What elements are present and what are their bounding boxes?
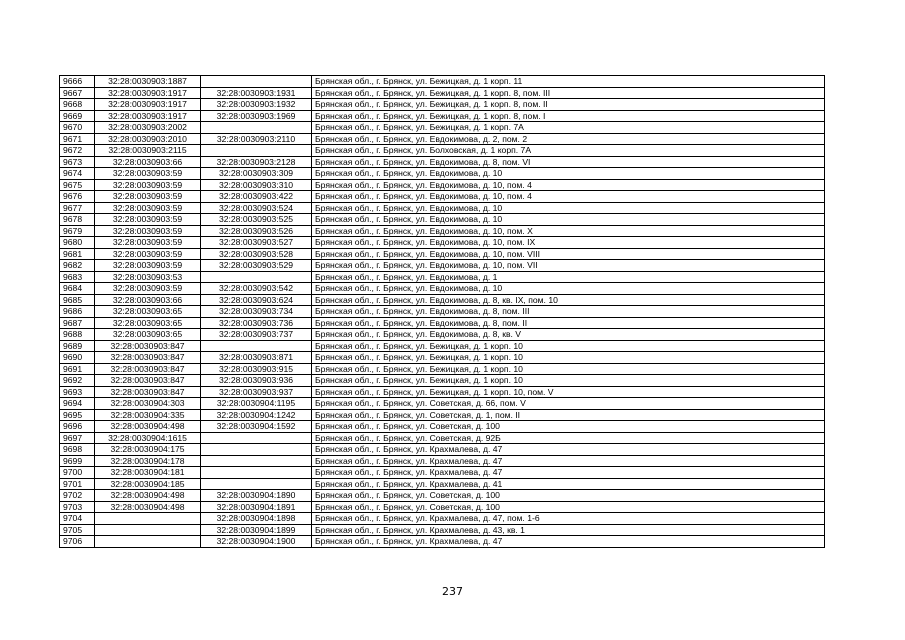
- address-cell: Брянская обл., г. Брянск, ул. Крахмалева, д. 47: [312, 444, 825, 456]
- parent-cadastral-number-cell: 32:28:0030904:335: [95, 409, 201, 421]
- address-cell: Брянская обл., г. Брянск, ул. Евдокимова, д. 10, пом. VII: [312, 260, 825, 272]
- parent-cadastral-number-cell: 32:28:0030903:66: [95, 294, 201, 306]
- table-row: [60, 168, 825, 180]
- address-cell: Брянская обл., г. Брянск, ул. Евдокимова, д. 10: [312, 202, 825, 214]
- address-cell: Брянская обл., г. Брянск, ул. Бежицкая, д. 1 корп. 10, пом. V: [312, 386, 825, 398]
- row-number-cell: 9706: [60, 536, 95, 548]
- row-number-cell: 9699: [60, 455, 95, 467]
- cadastral-number-cell: 32:28:0030904:1891: [201, 501, 312, 513]
- row-number-cell: 9682: [60, 260, 95, 272]
- address-cell: Брянская обл., г. Брянск, ул. Бежицкая, д. 1 корп. 8, пом. III: [312, 87, 825, 99]
- table-row: [60, 340, 825, 352]
- table-row: [60, 294, 825, 306]
- row-number-cell: 9677: [60, 202, 95, 214]
- address-cell: Брянская обл., г. Брянск, ул. Евдокимова, д. 8, пом. III: [312, 306, 825, 318]
- parent-cadastral-number-cell: 32:28:0030903:59: [95, 225, 201, 237]
- cadastral-number-cell: 32:28:0030903:527: [201, 237, 312, 249]
- table-row: [60, 432, 825, 444]
- row-number-cell: 9696: [60, 421, 95, 433]
- table-row: [60, 133, 825, 145]
- table-row: [60, 444, 825, 456]
- row-number-cell: 9683: [60, 271, 95, 283]
- table-row: [60, 536, 825, 548]
- parent-cadastral-number-cell: 32:28:0030903:65: [95, 317, 201, 329]
- address-cell: Брянская обл., г. Брянск, ул. Евдокимова, д. 8, пом. II: [312, 317, 825, 329]
- cadastral-number-cell: 32:28:0030904:1592: [201, 421, 312, 433]
- address-cell: Брянская обл., г. Брянск, ул. Евдокимова, д. 10: [312, 214, 825, 226]
- address-cell: Брянская обл., г. Брянск, ул. Евдокимова, д. 8, пом. VI: [312, 156, 825, 168]
- parent-cadastral-number-cell: 32:28:0030903:53: [95, 271, 201, 283]
- address-cell: Брянская обл., г. Брянск, ул. Крахмалева, д. 41: [312, 478, 825, 490]
- cadastral-number-cell: 32:28:0030903:528: [201, 248, 312, 260]
- cadastral-number-cell: 32:28:0030904:1890: [201, 490, 312, 502]
- row-number-cell: 9666: [60, 76, 95, 88]
- table-row: [60, 202, 825, 214]
- cadastral-number-cell: 32:28:0030903:624: [201, 294, 312, 306]
- cadastral-number-cell: 32:28:0030903:936: [201, 375, 312, 387]
- cadastral-number-cell: 32:28:0030904:1899: [201, 524, 312, 536]
- parent-cadastral-number-cell: 32:28:0030904:303: [95, 398, 201, 410]
- row-number-cell: 9685: [60, 294, 95, 306]
- address-cell: Брянская обл., г. Брянск, ул. Бежицкая, д. 1 корп. 10: [312, 352, 825, 364]
- cadastral-number-cell: 32:28:0030903:937: [201, 386, 312, 398]
- parent-cadastral-number-cell: 32:28:0030903:59: [95, 168, 201, 180]
- table-row: [60, 156, 825, 168]
- table-row: [60, 501, 825, 513]
- parent-cadastral-number-cell: 32:28:0030903:2010: [95, 133, 201, 145]
- row-number-cell: 9684: [60, 283, 95, 295]
- row-number-cell: 9667: [60, 87, 95, 99]
- parent-cadastral-number-cell: 32:28:0030903:1887: [95, 76, 201, 88]
- address-cell: Брянская обл., г. Брянск, ул. Евдокимова, д. 10, пом. 4: [312, 191, 825, 203]
- cadastral-number-cell: 32:28:0030903:1969: [201, 110, 312, 122]
- row-number-cell: 9692: [60, 375, 95, 387]
- address-cell: Брянская обл., г. Брянск, ул. Евдокимова, д. 8, кв. V: [312, 329, 825, 341]
- row-number-cell: 9690: [60, 352, 95, 364]
- row-number-cell: 9668: [60, 99, 95, 111]
- address-cell: Брянская обл., г. Брянск, ул. Евдокимова, д. 10, пом. VIII: [312, 248, 825, 260]
- row-number-cell: 9705: [60, 524, 95, 536]
- row-number-cell: 9673: [60, 156, 95, 168]
- address-cell: Брянская обл., г. Брянск, ул. Евдокимова, д. 1: [312, 271, 825, 283]
- cadastral-table: [59, 75, 825, 548]
- parent-cadastral-number-cell: 32:28:0030903:59: [95, 283, 201, 295]
- table-row: [60, 386, 825, 398]
- parent-cadastral-number-cell: 32:28:0030904:1615: [95, 432, 201, 444]
- address-cell: Брянская обл., г. Брянск, ул. Крахмалева, д. 47: [312, 536, 825, 548]
- row-number-cell: 9698: [60, 444, 95, 456]
- parent-cadastral-number-cell: 32:28:0030903:2115: [95, 145, 201, 157]
- page-number: 237: [442, 585, 463, 598]
- parent-cadastral-number-cell: 32:28:0030904:175: [95, 444, 201, 456]
- parent-cadastral-number-cell: 32:28:0030903:1917: [95, 110, 201, 122]
- cadastral-number-cell: 32:28:0030903:310: [201, 179, 312, 191]
- parent-cadastral-number-cell: [95, 524, 201, 536]
- table-row: [60, 191, 825, 203]
- table-row: [60, 375, 825, 387]
- table-row: [60, 145, 825, 157]
- cadastral-number-cell: [201, 467, 312, 479]
- parent-cadastral-number-cell: 32:28:0030903:2002: [95, 122, 201, 134]
- table-row: [60, 283, 825, 295]
- row-number-cell: 9700: [60, 467, 95, 479]
- address-cell: Брянская обл., г. Брянск, ул. Евдокимова, д. 8, кв. IX, пом. 10: [312, 294, 825, 306]
- cadastral-number-cell: [201, 271, 312, 283]
- parent-cadastral-number-cell: 32:28:0030903:847: [95, 386, 201, 398]
- table-row: [60, 421, 825, 433]
- address-cell: Брянская обл., г. Брянск, ул. Бежицкая, д. 1 корп. 10: [312, 375, 825, 387]
- cadastral-number-cell: 32:28:0030903:734: [201, 306, 312, 318]
- cadastral-number-cell: [201, 145, 312, 157]
- address-cell: Брянская обл., г. Брянск, ул. Бежицкая, д. 1 корп. 10: [312, 340, 825, 352]
- row-number-cell: 9669: [60, 110, 95, 122]
- row-number-cell: 9681: [60, 248, 95, 260]
- parent-cadastral-number-cell: 32:28:0030903:59: [95, 260, 201, 272]
- address-cell: Брянская обл., г. Брянск, ул. Советская, д. 100: [312, 501, 825, 513]
- row-number-cell: 9687: [60, 317, 95, 329]
- address-cell: Брянская обл., г. Брянск, ул. Бежицкая, д. 1 корп. 8, пом. II: [312, 99, 825, 111]
- parent-cadastral-number-cell: 32:28:0030904:185: [95, 478, 201, 490]
- address-cell: Брянская обл., г. Брянск, ул. Болховская, д. 1 корп. 7А: [312, 145, 825, 157]
- table-row: [60, 363, 825, 375]
- table-row: [60, 513, 825, 525]
- row-number-cell: 9674: [60, 168, 95, 180]
- parent-cadastral-number-cell: 32:28:0030903:66: [95, 156, 201, 168]
- row-number-cell: 9672: [60, 145, 95, 157]
- row-number-cell: 9689: [60, 340, 95, 352]
- table-body: [60, 76, 825, 548]
- table-row: [60, 76, 825, 88]
- parent-cadastral-number-cell: 32:28:0030903:847: [95, 352, 201, 364]
- table-row: [60, 352, 825, 364]
- cadastral-number-cell: 32:28:0030903:2128: [201, 156, 312, 168]
- address-cell: Брянская обл., г. Брянск, ул. Советская, д. 92Б: [312, 432, 825, 444]
- table-row: [60, 225, 825, 237]
- table-row: [60, 329, 825, 341]
- table-row: [60, 248, 825, 260]
- address-cell: Брянская обл., г. Брянск, ул. Советская, д. 66, пом. V: [312, 398, 825, 410]
- cadastral-number-cell: 32:28:0030903:309: [201, 168, 312, 180]
- table-row: [60, 271, 825, 283]
- row-number-cell: 9695: [60, 409, 95, 421]
- parent-cadastral-number-cell: 32:28:0030903:59: [95, 248, 201, 260]
- address-cell: Брянская обл., г. Брянск, ул. Евдокимова, д. 10: [312, 168, 825, 180]
- parent-cadastral-number-cell: [95, 513, 201, 525]
- cadastral-number-cell: [201, 455, 312, 467]
- parent-cadastral-number-cell: 32:28:0030903:1917: [95, 87, 201, 99]
- row-number-cell: 9675: [60, 179, 95, 191]
- parent-cadastral-number-cell: 32:28:0030903:65: [95, 329, 201, 341]
- parent-cadastral-number-cell: 32:28:0030904:181: [95, 467, 201, 479]
- table-row: [60, 306, 825, 318]
- row-number-cell: 9702: [60, 490, 95, 502]
- cadastral-number-cell: 32:28:0030903:422: [201, 191, 312, 203]
- table-row: [60, 214, 825, 226]
- parent-cadastral-number-cell: 32:28:0030903:59: [95, 214, 201, 226]
- row-number-cell: 9691: [60, 363, 95, 375]
- row-number-cell: 9679: [60, 225, 95, 237]
- row-number-cell: 9703: [60, 501, 95, 513]
- row-number-cell: 9694: [60, 398, 95, 410]
- address-cell: Брянская обл., г. Брянск, ул. Евдокимова, д. 2, пом. 2: [312, 133, 825, 145]
- table-row: [60, 99, 825, 111]
- cadastral-number-cell: [201, 122, 312, 134]
- address-cell: Брянская обл., г. Брянск, ул. Советская, д. 1, пом. II: [312, 409, 825, 421]
- row-number-cell: 9693: [60, 386, 95, 398]
- parent-cadastral-number-cell: 32:28:0030903:59: [95, 191, 201, 203]
- row-number-cell: 9680: [60, 237, 95, 249]
- cadastral-number-cell: 32:28:0030903:542: [201, 283, 312, 295]
- address-cell: Брянская обл., г. Брянск, ул. Крахмалева, д. 43, кв. 1: [312, 524, 825, 536]
- row-number-cell: 9697: [60, 432, 95, 444]
- cadastral-number-cell: 32:28:0030903:915: [201, 363, 312, 375]
- cadastral-number-cell: 32:28:0030903:529: [201, 260, 312, 272]
- cadastral-number-cell: 32:28:0030904:1195: [201, 398, 312, 410]
- row-number-cell: 9704: [60, 513, 95, 525]
- parent-cadastral-number-cell: 32:28:0030903:847: [95, 340, 201, 352]
- parent-cadastral-number-cell: 32:28:0030903:65: [95, 306, 201, 318]
- cadastral-number-cell: 32:28:0030904:1898: [201, 513, 312, 525]
- parent-cadastral-number-cell: 32:28:0030904:498: [95, 501, 201, 513]
- cadastral-number-cell: 32:28:0030903:871: [201, 352, 312, 364]
- table-row: [60, 87, 825, 99]
- parent-cadastral-number-cell: 32:28:0030904:498: [95, 490, 201, 502]
- address-cell: Брянская обл., г. Брянск, ул. Крахмалева, д. 47: [312, 455, 825, 467]
- table-row: [60, 237, 825, 249]
- table-row: [60, 478, 825, 490]
- parent-cadastral-number-cell: 32:28:0030904:498: [95, 421, 201, 433]
- row-number-cell: 9671: [60, 133, 95, 145]
- parent-cadastral-number-cell: 32:28:0030903:847: [95, 363, 201, 375]
- cadastral-number-cell: 32:28:0030903:1932: [201, 99, 312, 111]
- address-cell: Брянская обл., г. Брянск, ул. Евдокимова, д. 10, пом. 4: [312, 179, 825, 191]
- address-cell: Брянская обл., г. Брянск, ул. Советская, д. 100: [312, 421, 825, 433]
- address-cell: Брянская обл., г. Брянск, ул. Евдокимова, д. 10: [312, 283, 825, 295]
- parent-cadastral-number-cell: 32:28:0030903:847: [95, 375, 201, 387]
- parent-cadastral-number-cell: 32:28:0030903:59: [95, 237, 201, 249]
- parent-cadastral-number-cell: 32:28:0030903:59: [95, 179, 201, 191]
- table-row: [60, 490, 825, 502]
- cadastral-number-cell: 32:28:0030903:737: [201, 329, 312, 341]
- table-row: [60, 179, 825, 191]
- cadastral-number-cell: 32:28:0030903:2110: [201, 133, 312, 145]
- cadastral-number-cell: 32:28:0030903:736: [201, 317, 312, 329]
- cadastral-number-cell: 32:28:0030903:1931: [201, 87, 312, 99]
- table-row: [60, 409, 825, 421]
- cadastral-number-cell: 32:28:0030903:525: [201, 214, 312, 226]
- row-number-cell: 9678: [60, 214, 95, 226]
- address-cell: Брянская обл., г. Брянск, ул. Советская, д. 100: [312, 490, 825, 502]
- table-row: [60, 260, 825, 272]
- table-row: [60, 455, 825, 467]
- cadastral-number-cell: [201, 444, 312, 456]
- table-row: [60, 122, 825, 134]
- address-cell: Брянская обл., г. Брянск, ул. Бежицкая, д. 1 корп. 8, пом. I: [312, 110, 825, 122]
- parent-cadastral-number-cell: 32:28:0030904:178: [95, 455, 201, 467]
- table-row: [60, 398, 825, 410]
- row-number-cell: 9701: [60, 478, 95, 490]
- cadastral-number-cell: [201, 340, 312, 352]
- parent-cadastral-number-cell: 32:28:0030903:59: [95, 202, 201, 214]
- address-cell: Брянская обл., г. Брянск, ул. Бежицкая, д. 1 корп. 10: [312, 363, 825, 375]
- table-row: [60, 524, 825, 536]
- cadastral-number-cell: 32:28:0030904:1900: [201, 536, 312, 548]
- row-number-cell: 9676: [60, 191, 95, 203]
- address-cell: Брянская обл., г. Брянск, ул. Бежицкая, д. 1 корп. 11: [312, 76, 825, 88]
- address-cell: Брянская обл., г. Брянск, ул. Бежицкая, д. 1 корп. 7А: [312, 122, 825, 134]
- parent-cadastral-number-cell: 32:28:0030903:1917: [95, 99, 201, 111]
- address-cell: Брянская обл., г. Брянск, ул. Евдокимова, д. 10, пом. X: [312, 225, 825, 237]
- row-number-cell: 9688: [60, 329, 95, 341]
- cadastral-number-cell: [201, 478, 312, 490]
- cadastral-number-cell: 32:28:0030904:1242: [201, 409, 312, 421]
- row-number-cell: 9686: [60, 306, 95, 318]
- cadastral-number-cell: 32:28:0030903:524: [201, 202, 312, 214]
- table-row: [60, 467, 825, 479]
- address-cell: Брянская обл., г. Брянск, ул. Крахмалева, д. 47: [312, 467, 825, 479]
- cadastral-number-cell: [201, 432, 312, 444]
- row-number-cell: 9670: [60, 122, 95, 134]
- cadastral-number-cell: [201, 76, 312, 88]
- address-cell: Брянская обл., г. Брянск, ул. Крахмалева, д. 47, пом. 1-6: [312, 513, 825, 525]
- cadastral-number-cell: 32:28:0030903:526: [201, 225, 312, 237]
- table-row: [60, 110, 825, 122]
- address-cell: Брянская обл., г. Брянск, ул. Евдокимова, д. 10, пом. IX: [312, 237, 825, 249]
- parent-cadastral-number-cell: [95, 536, 201, 548]
- table-row: [60, 317, 825, 329]
